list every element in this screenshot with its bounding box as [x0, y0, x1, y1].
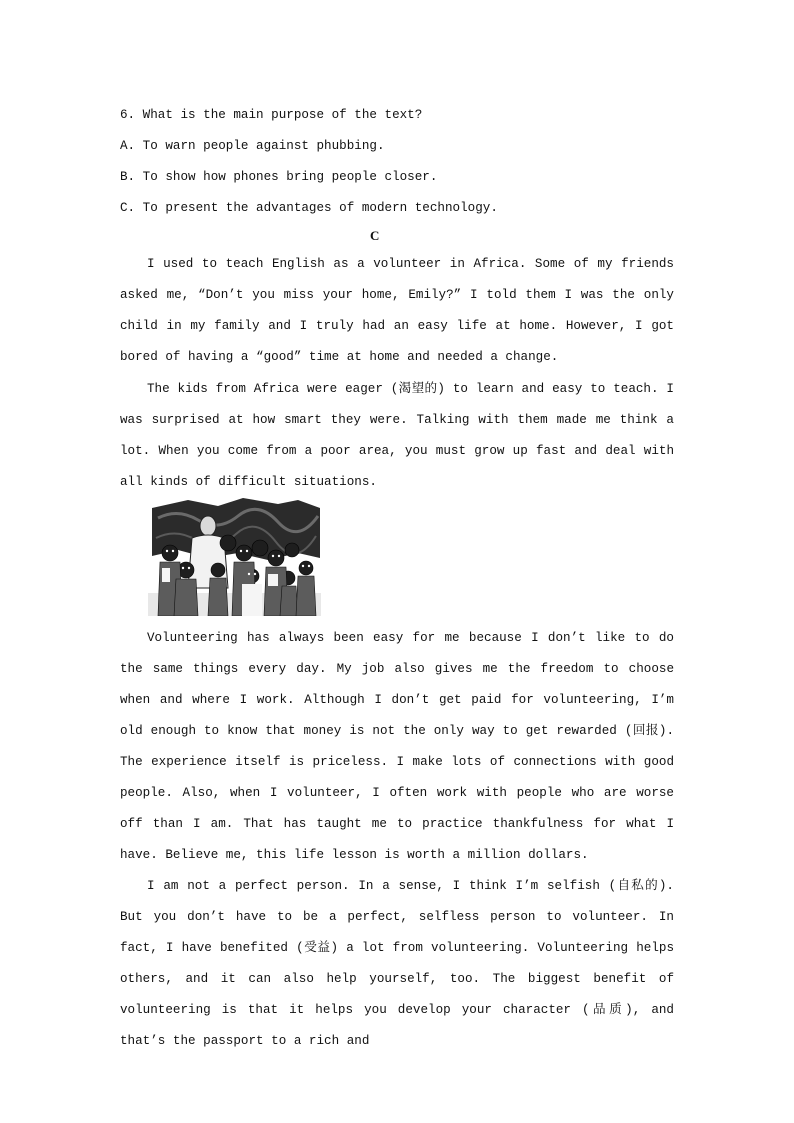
- option-c: C. To present the advantages of modern technology.: [120, 201, 498, 215]
- paragraph-1: I used to teach English as a volunteer in Africa. Some of my friends asked me, “Don’t you miss your home, Emily?” I told them I was the only child in my family and I truly had an easy life at home. However, I got bored of having a “good” time at home and needed a change.: [120, 257, 674, 364]
- paragraph-4: I am not a perfect person. In a sense, I think I’m selfish (自私的). But you don’t have to be a perfect, selfless person to volunteer. In fact, I have benefited (受益) a lot from volunteering. Volunteering helps others, and it can also help yourself, too. The biggest benefit of volunteering is that it helps you develop your character (品质), and that’s the passport to a rich and: [120, 879, 674, 1048]
- paragraph-3: Volunteering has always been easy for me because I don’t like to do the same things every day. My job also gives me the freedom to choose when and where I work. Although I don’t get paid for volunteering, I’m old enough to know that money is not the only way to get rewarded (回报). The experience itself is priceless. I make lots of connections with good people. Also, when I volunteer, I often work with people who are worse off than I am. That has taught me to practice thankfulness for what I have. Believe me, this life lesson is worth a million dollars.: [120, 631, 674, 862]
- volunteer-children-photo: [148, 498, 321, 616]
- section-label: C: [370, 228, 380, 243]
- option-a: A. To warn people against phubbing.: [120, 139, 385, 153]
- paragraph-2: The kids from Africa were eager (渴望的) to learn and easy to teach. I was surprised at how smart they were. Talking with them made me think a lot. When you come from a poor area, you must grow up fast and deal with all kinds of difficult situations.: [120, 382, 674, 489]
- option-b: B. To show how phones bring people closer.: [120, 170, 438, 184]
- question-stem: 6. What is the main purpose of the text?: [120, 108, 423, 122]
